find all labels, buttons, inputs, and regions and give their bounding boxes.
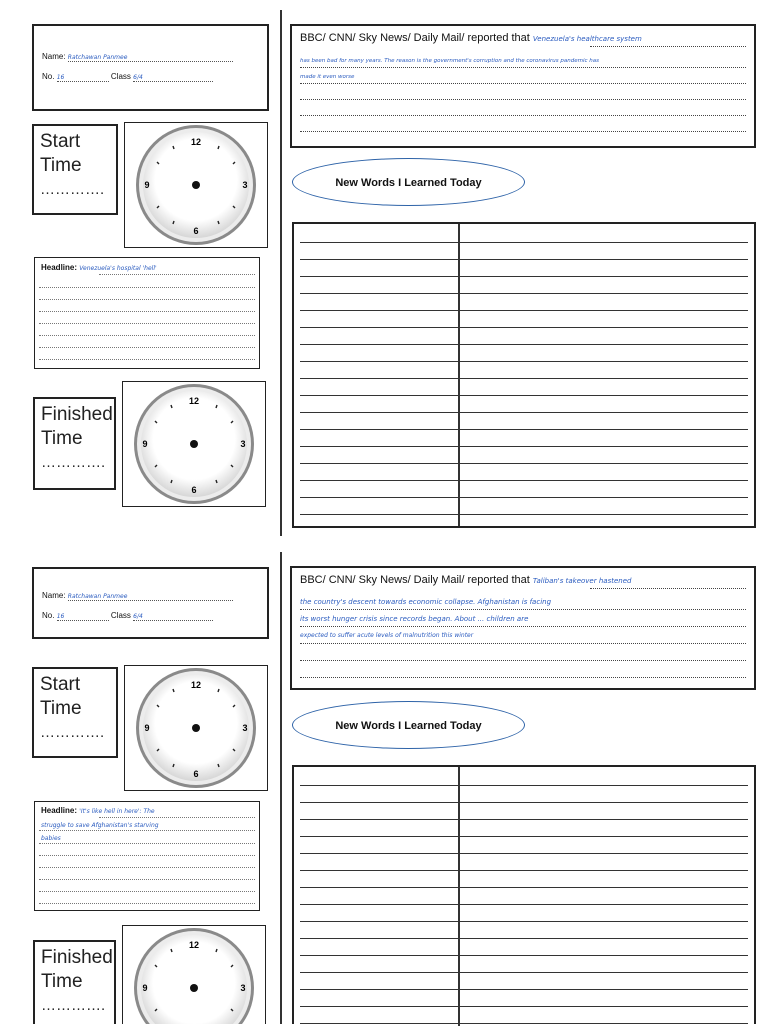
report-box [290, 566, 756, 690]
time-label: Time [40, 155, 82, 176]
name-label: Name: [42, 591, 66, 600]
vocabulary-table [292, 765, 756, 1024]
report-value: Taliban's takeover hastened [532, 577, 632, 585]
start-clock-box [124, 665, 268, 791]
clock-face-icon [123, 382, 267, 508]
start-time-box [32, 124, 118, 215]
svg-text:3: 3 [240, 983, 246, 993]
start-time-blank: …………. [40, 181, 105, 198]
new-words-heading-oval [292, 701, 525, 749]
svg-text:6: 6 [191, 485, 197, 495]
worksheet-2 [0, 540, 768, 1024]
svg-text:9: 9 [142, 983, 148, 993]
headline-box [34, 257, 260, 369]
start-time-blank: …………. [40, 724, 105, 741]
name-value: Ratchawan Panmee [67, 593, 128, 600]
svg-text:9: 9 [144, 723, 150, 733]
report-value: Venezuela's healthcare system [532, 35, 642, 43]
new-words-heading-oval [292, 158, 525, 206]
new-words-heading: New Words I Learned Today [335, 177, 482, 189]
time-label: Time [41, 428, 83, 449]
finished-time-blank: …………. [41, 454, 106, 471]
class-label: Class [110, 611, 131, 620]
svg-text:3: 3 [240, 439, 246, 449]
name-value: Ratchawan Panmee [67, 54, 128, 61]
headline-line: struggle to save Afghanistan's starving [41, 822, 159, 829]
report-text-line: its worst hunger crisis since records began. About ... children are [300, 615, 529, 623]
clock-face-icon [123, 926, 266, 1024]
headline-line: babies [41, 835, 61, 842]
svg-text:6: 6 [193, 226, 199, 236]
headline-label: Headline: [41, 263, 78, 272]
finished-time-box [33, 397, 116, 490]
report-sources-label: BBC/ CNN/ Sky News/ Daily Mail/ reported that [300, 32, 530, 44]
no-value: 16 [56, 74, 65, 81]
start-time-box [32, 667, 118, 758]
svg-text:12: 12 [188, 940, 200, 950]
report-text-line: has been bad for many years. The reason is the government's corruption and the coronavirus pandemic has [300, 58, 600, 64]
time-label: Time [41, 971, 83, 992]
headline-value: 'It's like hell in here': The [79, 808, 155, 815]
start-clock-box [124, 122, 268, 248]
svg-text:6: 6 [193, 769, 199, 779]
new-words-heading: New Words I Learned Today [335, 720, 482, 732]
svg-text:12: 12 [190, 680, 202, 690]
finished-time-box [33, 940, 116, 1024]
report-text-line: the country's descent towards economic collapse. Afghanistan is facing [300, 598, 552, 606]
start-label: Start [40, 674, 81, 695]
no-label: No. [42, 611, 55, 620]
report-sources-label: BBC/ CNN/ Sky News/ Daily Mail/ reported that [300, 574, 530, 586]
time-label: Time [40, 698, 82, 719]
finished-time-blank: …………. [41, 997, 106, 1014]
class-value: 6/4 [133, 74, 143, 81]
svg-text:9: 9 [142, 439, 148, 449]
svg-text:12: 12 [188, 396, 200, 406]
class-label: Class [110, 72, 131, 81]
vocabulary-table [292, 222, 756, 528]
svg-text:3: 3 [242, 180, 248, 190]
clock-face-icon [125, 666, 269, 792]
finished-label: Finished [41, 947, 113, 968]
report-text-line: expected to suffer acute levels of malnutrition this winter [300, 632, 474, 639]
headline-label: Headline: [41, 806, 78, 815]
svg-text:12: 12 [190, 137, 202, 147]
clock-face-icon [125, 123, 269, 249]
start-label: Start [40, 131, 81, 152]
no-value: 16 [56, 613, 65, 620]
no-label: No. [42, 72, 55, 81]
finished-label: Finished [41, 404, 113, 425]
svg-text:3: 3 [242, 723, 248, 733]
headline-value: Venezuela's hospital 'hell' [79, 265, 157, 272]
report-text-line: made it even worse [300, 74, 355, 80]
name-box [32, 567, 269, 639]
report-box [290, 24, 756, 148]
name-box [32, 24, 269, 111]
class-value: 6/4 [133, 613, 143, 620]
svg-text:9: 9 [144, 180, 150, 190]
finished-clock-box [122, 925, 266, 1024]
headline-box [34, 801, 260, 911]
name-label: Name: [42, 52, 66, 61]
finished-clock-box [122, 381, 266, 507]
